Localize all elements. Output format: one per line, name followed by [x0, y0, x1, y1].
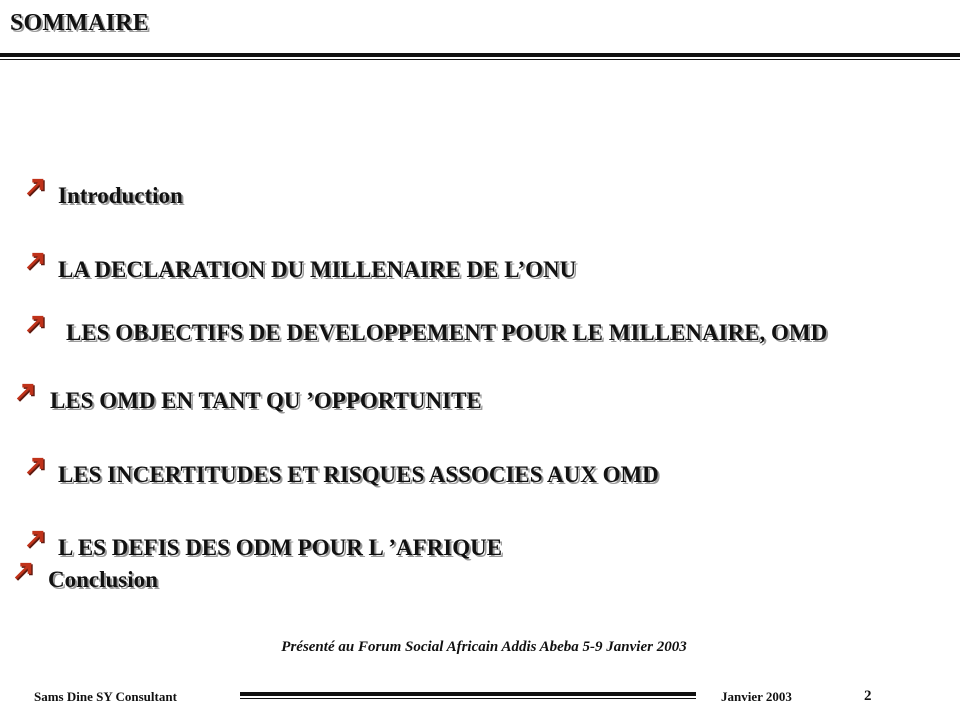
arrow-up-right-icon: [24, 529, 48, 551]
title-divider: [0, 53, 960, 57]
title-divider-thin: [0, 59, 960, 60]
footer-divider: [240, 692, 696, 696]
presented-note: Présenté au Forum Social Africain Addis Abeba 5-9 Janvier 2003: [281, 639, 687, 655]
list-item-defis: [24, 535, 502, 561]
list-item-label: Introduction: [58, 183, 183, 208]
page-number: 2: [864, 688, 872, 704]
list-item-label: L ES DEFIS DES ODM POUR L ’AFRIQUE: [58, 535, 503, 560]
arrow-up-right-icon: [12, 561, 36, 583]
list-item-introduction: [24, 183, 183, 209]
arrow-up-right-icon: [24, 314, 48, 336]
list-item-label: LA DECLARATION DU MILLENAIRE DE L’ONU: [58, 257, 577, 282]
footer-divider-thin: [240, 698, 696, 699]
list-item-incertitudes: [24, 462, 659, 488]
list-item-label: LES OBJECTIFS DE DEVELOPPEMENT POUR LE MILLENAIRE, OMD: [66, 320, 828, 345]
arrow-up-right-icon: [24, 456, 48, 478]
arrow-up-right-icon: [14, 382, 38, 404]
list-item-label: LES INCERTITUDES ET RISQUES ASSOCIES AUX OMD: [58, 462, 659, 487]
list-item-label: Conclusion: [48, 567, 158, 592]
list-item-label: LES OMD EN TANT QU ’OPPORTUNITE: [50, 388, 482, 413]
arrow-up-right-icon: [24, 251, 48, 273]
slide-title: SOMMAIRE: [10, 10, 149, 36]
arrow-up-right-icon: [24, 177, 48, 199]
list-item-objectifs: [24, 320, 827, 346]
list-item-conclusion: [12, 567, 158, 593]
footer-date: Janvier 2003: [721, 689, 792, 704]
footer-author: Sams Dine SY Consultant: [34, 689, 177, 704]
list-item-declaration: [24, 257, 576, 283]
list-item-opportunite: [14, 388, 482, 414]
